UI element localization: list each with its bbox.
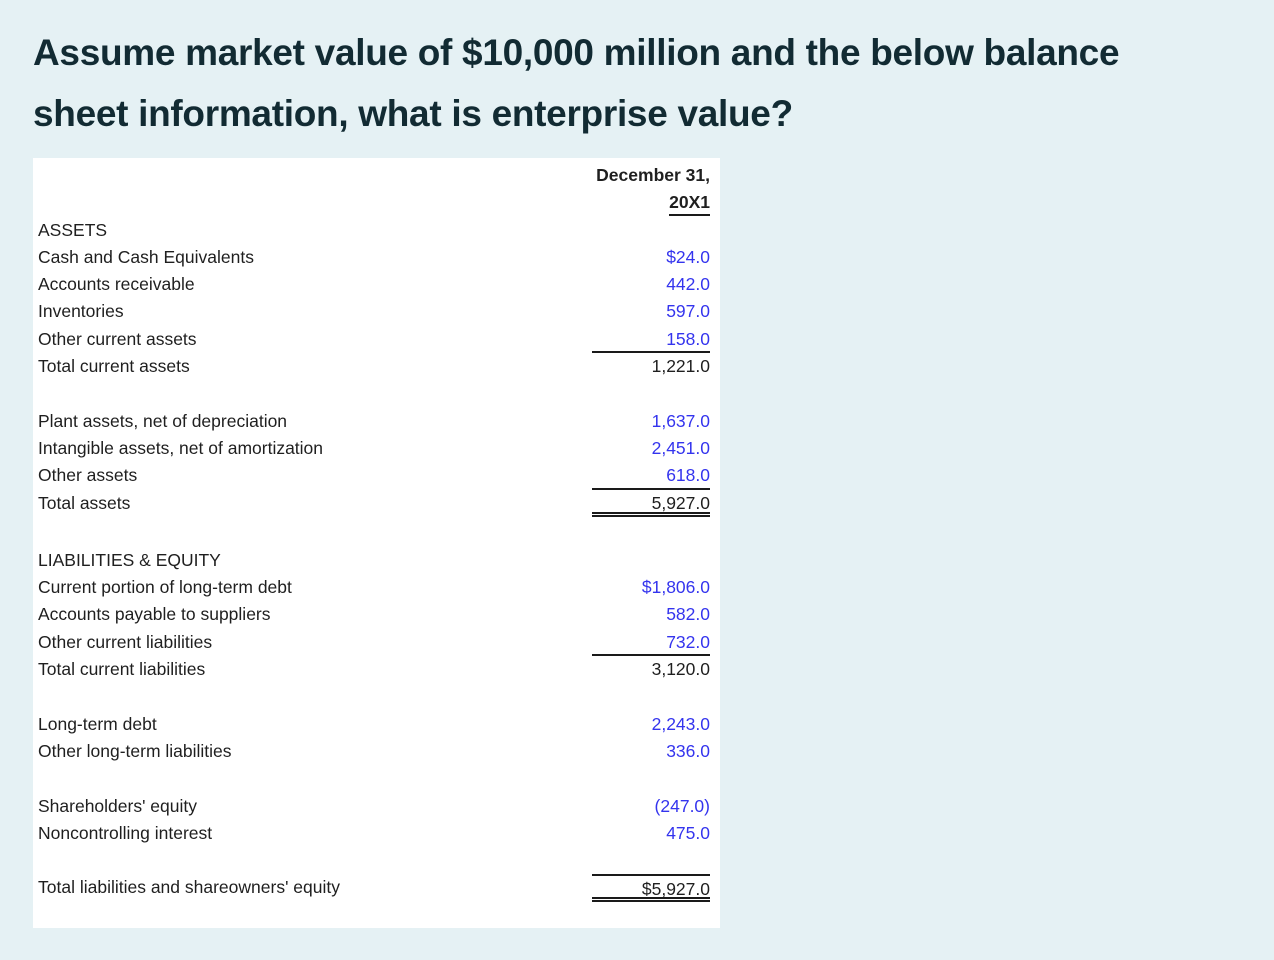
header-year: 20X1 [669, 192, 710, 216]
row-label: Total current assets [38, 356, 190, 377]
row-value: $24.0 [666, 246, 710, 267]
row-value: 582.0 [666, 604, 710, 625]
row-label: Total current liabilities [38, 659, 206, 680]
row-value: 2,451.0 [651, 437, 710, 458]
row-label: Cash and Cash Equivalents [38, 246, 254, 267]
row-value: 5,927.0 [592, 490, 710, 517]
row-value: 158.0 [592, 326, 710, 353]
blank-row [38, 517, 710, 547]
table-row [38, 298, 710, 325]
question-line-1: Assume market value of $10,000 million and the below balance [33, 32, 1120, 73]
table-row-grand-total [38, 874, 710, 901]
table-row [38, 271, 710, 298]
table-row [38, 435, 710, 462]
blank-row [38, 847, 710, 874]
row-label: Current portion of long-term debt [38, 577, 292, 598]
row-label: Plant assets, net of depreciation [38, 410, 288, 431]
question-line-2: sheet information, what is enterprise value? [33, 93, 793, 134]
row-value: 732.0 [592, 629, 710, 656]
row-label: Shareholders' equity [38, 795, 197, 816]
header-year-cell [592, 189, 710, 216]
blank-row [38, 683, 710, 710]
table-row [38, 408, 710, 435]
row-value: 475.0 [666, 822, 710, 843]
table-row [38, 820, 710, 847]
table-row [38, 574, 710, 601]
row-label: Intangible assets, net of amortization [38, 437, 324, 458]
header-date: December 31, [596, 165, 710, 185]
blank-row [38, 765, 710, 792]
row-label: Total assets [38, 492, 131, 513]
row-value: $1,806.0 [641, 577, 710, 598]
row-value: 336.0 [666, 740, 710, 761]
row-label: Other assets [38, 465, 138, 486]
table-row-total [38, 656, 710, 683]
table-row [38, 326, 710, 353]
blank-row [38, 380, 710, 407]
question-text [33, 22, 1243, 144]
row-label: Accounts payable to suppliers [38, 604, 271, 625]
row-label: Accounts receivable [38, 274, 195, 295]
table-row [38, 738, 710, 765]
row-value: 618.0 [592, 462, 710, 489]
table-row [38, 244, 710, 271]
row-label: LIABILITIES & EQUITY [38, 549, 221, 570]
row-value [592, 217, 710, 244]
table-row [38, 629, 710, 656]
row-value: $5,927.0 [592, 874, 710, 901]
row-label: Long-term debt [38, 713, 157, 734]
row-value: 1,221.0 [651, 356, 710, 377]
row-value: 3,120.0 [651, 659, 710, 680]
row-value: 597.0 [666, 301, 710, 322]
row-label: Other current liabilities [38, 631, 213, 652]
row-label: Noncontrolling interest [38, 822, 213, 843]
table-row [38, 601, 710, 628]
table-header-row [38, 162, 710, 189]
row-label: Other current assets [38, 328, 197, 349]
table-row [38, 793, 710, 820]
table-row-total [38, 490, 710, 517]
row-label: Other long-term liabilities [38, 740, 232, 761]
table-row [38, 711, 710, 738]
row-value: 442.0 [666, 274, 710, 295]
table-row-total [38, 353, 710, 380]
row-label: Inventories [38, 301, 124, 322]
row-value: 2,243.0 [651, 713, 710, 734]
table-row [38, 462, 710, 489]
section-header-assets [38, 217, 710, 244]
table-header-row [38, 189, 710, 216]
row-label: ASSETS [38, 219, 108, 240]
balance-sheet-table [33, 158, 720, 928]
row-label: Total liabilities and shareowners' equity [38, 877, 340, 898]
section-header-liabilities [38, 547, 710, 574]
row-value [592, 547, 710, 574]
row-value: (247.0) [654, 795, 710, 816]
row-value: 1,637.0 [651, 410, 710, 431]
